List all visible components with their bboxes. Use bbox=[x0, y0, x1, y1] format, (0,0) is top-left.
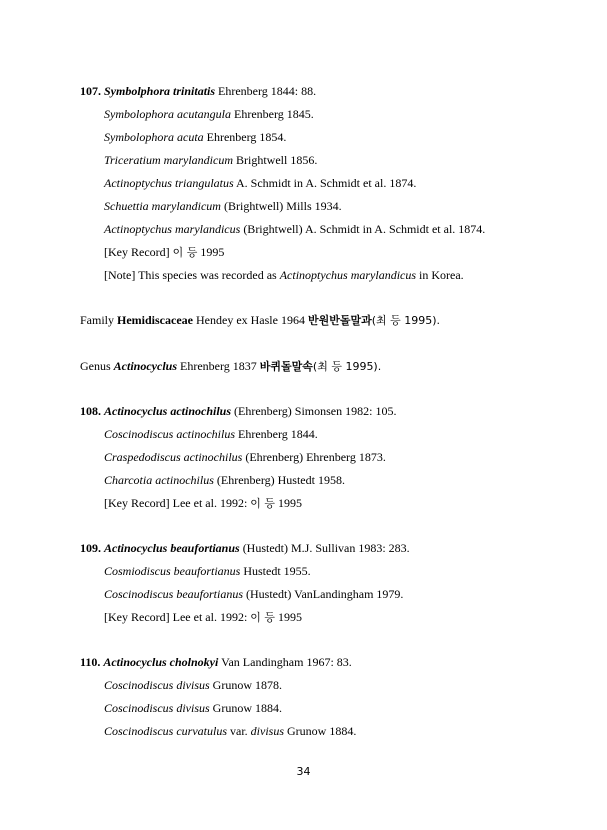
key-record-line bbox=[104, 245, 224, 260]
key-record-line bbox=[104, 610, 302, 625]
genus-name: Actinocyclus bbox=[113, 359, 177, 373]
family-authority: Hendey ex Hasle 1964 bbox=[193, 313, 308, 327]
synonym-variety: divisus bbox=[250, 724, 285, 738]
synonym-name: Coscinodiscus beaufortianus bbox=[104, 587, 244, 601]
species-authority: Van Landingham 1967: 83. bbox=[218, 655, 352, 669]
synonym-name: Coscinodiscus divisus bbox=[104, 701, 210, 715]
genus-heading bbox=[80, 359, 381, 374]
family-name: Hemidiscaceae bbox=[117, 313, 193, 327]
species-entry-107 bbox=[80, 84, 316, 98]
synonym-authority: Ehrenberg 1845. bbox=[231, 107, 314, 121]
synonym-name: Actinoptychus triangulatus bbox=[104, 176, 234, 190]
synonym-name: Triceratium marylandicum bbox=[104, 153, 233, 167]
key-record-line bbox=[104, 496, 302, 511]
species-entry-110 bbox=[80, 655, 352, 669]
key-record-korean: 이 등 bbox=[172, 246, 198, 259]
synonym-authority: (Ehrenberg) Hustedt 1958. bbox=[213, 473, 345, 487]
species-name: Actinocyclus actinochilus bbox=[104, 404, 232, 418]
genus-korean-ref: (최 등 1995). bbox=[312, 360, 382, 373]
species-entry-109 bbox=[80, 541, 410, 555]
synonym-line bbox=[104, 701, 282, 715]
synonym-name: Cosmiodiscus beaufortianus bbox=[104, 564, 241, 578]
synonym-line bbox=[104, 176, 416, 190]
synonym-authority: Hustedt 1955. bbox=[240, 564, 311, 578]
synonym-name: Symbolophora acuta bbox=[104, 130, 204, 144]
key-record-label: [Key Record] Lee et al. 1992: bbox=[104, 496, 251, 510]
synonym-authority: A. Schmidt in A. Schmidt et al. 1874. bbox=[233, 176, 417, 190]
synonym-authority: (Ehrenberg) Ehrenberg 1873. bbox=[242, 450, 386, 464]
note-line bbox=[104, 268, 464, 282]
key-record-year: 1995 bbox=[275, 496, 303, 510]
family-korean-name: 반원반돌말과 bbox=[307, 314, 372, 327]
synonym-authority: Grunow 1884. bbox=[209, 701, 282, 715]
key-record-year: 1995 bbox=[275, 610, 303, 624]
key-record-year: 1995 bbox=[197, 245, 225, 259]
synonym-line bbox=[104, 107, 314, 121]
synonym-line bbox=[104, 473, 345, 487]
note-species: Actinoptychus marylandicus bbox=[279, 268, 417, 282]
key-record-korean: 이 등 bbox=[250, 497, 276, 510]
key-record-korean: 이 등 bbox=[250, 611, 276, 624]
species-authority: (Ehrenberg) Simonsen 1982: 105. bbox=[231, 404, 397, 418]
note-text: [Note] This species was recorded as bbox=[104, 268, 280, 282]
entry-number: 107. bbox=[80, 84, 101, 98]
species-authority: Ehrenberg 1844: 88. bbox=[215, 84, 317, 98]
synonym-line bbox=[104, 153, 317, 167]
synonym-name: Coscinodiscus curvatulus bbox=[104, 724, 227, 738]
synonym-name: Schuettia marylandicum bbox=[104, 199, 221, 213]
synonym-authority: (Hustedt) VanLandingham 1979. bbox=[243, 587, 404, 601]
synonym-rank: var. bbox=[227, 724, 251, 738]
synonym-line bbox=[104, 678, 282, 692]
synonym-name: Actinoptychus marylandicus bbox=[104, 222, 241, 236]
note-text-end: in Korea. bbox=[416, 268, 464, 282]
synonym-line bbox=[104, 450, 386, 464]
synonym-line bbox=[104, 724, 356, 738]
key-record-label: [Key Record] bbox=[104, 245, 173, 259]
species-entry-108 bbox=[80, 404, 396, 418]
synonym-name: Coscinodiscus actinochilus bbox=[104, 427, 235, 441]
synonym-authority: Grunow 1878. bbox=[209, 678, 282, 692]
family-prefix: Family bbox=[80, 313, 118, 327]
synonym-name: Coscinodiscus divisus bbox=[104, 678, 210, 692]
synonym-line bbox=[104, 564, 311, 578]
genus-korean-name: 바퀴돌말속 bbox=[259, 360, 313, 373]
synonym-name: Charcotia actinochilus bbox=[104, 473, 214, 487]
synonym-authority: Grunow 1884. bbox=[284, 724, 357, 738]
entry-number: 108. bbox=[80, 404, 101, 418]
family-korean-ref: (최 등 1995). bbox=[371, 314, 441, 327]
entry-number: 109. bbox=[80, 541, 101, 555]
synonym-authority: Ehrenberg 1854. bbox=[203, 130, 287, 144]
synonym-line bbox=[104, 222, 485, 236]
synonym-authority: (Brightwell) A. Schmidt in A. Schmidt et al. 1874. bbox=[240, 222, 486, 236]
species-name: Symbolphora trinitatis bbox=[104, 84, 216, 98]
species-name: Actinocyclus cholnokyi bbox=[103, 655, 219, 669]
synonym-line bbox=[104, 427, 318, 441]
page-number: 34 bbox=[296, 765, 311, 778]
species-name: Actinocyclus beaufortianus bbox=[104, 541, 240, 555]
entry-number: 110. bbox=[80, 655, 101, 669]
synonym-line bbox=[104, 587, 403, 601]
synonym-authority: Ehrenberg 1844. bbox=[235, 427, 318, 441]
family-heading bbox=[80, 313, 440, 328]
synonym-authority: Brightwell 1856. bbox=[233, 153, 318, 167]
synonym-name: Craspedodiscus actinochilus bbox=[104, 450, 243, 464]
synonym-authority: (Brightwell) Mills 1934. bbox=[220, 199, 342, 213]
genus-authority: Ehrenberg 1837 bbox=[177, 359, 260, 373]
synonym-name: Symbolophora acutangula bbox=[104, 107, 231, 121]
key-record-label: [Key Record] Lee et al. 1992: bbox=[104, 610, 251, 624]
synonym-line bbox=[104, 130, 286, 144]
genus-prefix: Genus bbox=[80, 359, 114, 373]
synonym-line bbox=[104, 199, 342, 213]
species-authority: (Hustedt) M.J. Sullivan 1983: 283. bbox=[239, 541, 410, 555]
